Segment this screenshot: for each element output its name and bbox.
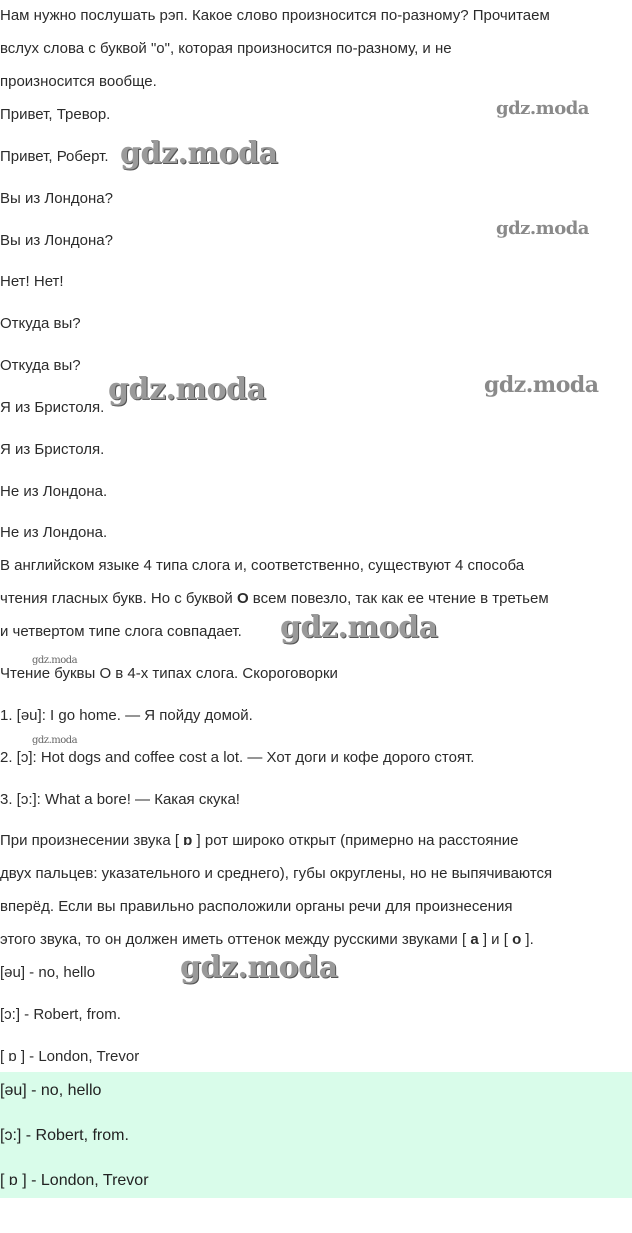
text-line: Нам нужно послушать рэп. Какое слово произносится по-разному? Прочитаем bbox=[0, 7, 550, 24]
sound-item: [ɔ:] - Robert, from. bbox=[0, 1006, 121, 1023]
watermark-logo: gdz.moda bbox=[32, 655, 78, 666]
watermark-logo: gdz.moda bbox=[280, 610, 438, 645]
text: ] и [ bbox=[478, 931, 513, 948]
watermark-logo: gdz.moda bbox=[32, 735, 78, 746]
dialogue-line: Вы из Лондона? bbox=[0, 190, 113, 207]
text-line: и четвертом типе слога совпадает. bbox=[0, 623, 242, 640]
sound-item: [əu] - no, hello bbox=[0, 964, 96, 981]
answer-item: [ ɒ ] - London, Trevor bbox=[0, 1172, 149, 1189]
text-line: произносится вообще. bbox=[0, 73, 157, 90]
dialogue-line: Привет, Роберт. bbox=[0, 148, 109, 165]
section-heading: Чтение буквы O в 4-х типах слога. Скороговорки bbox=[0, 665, 338, 682]
answer-box bbox=[0, 1072, 632, 1198]
text-line bbox=[0, 589, 549, 609]
dialogue-line: Не из Лондона. bbox=[0, 524, 108, 541]
dialogue-line: Я из Бристоля. bbox=[0, 399, 105, 416]
text-line: В английском языке 4 типа слога и, соответственно, существуют 4 способа bbox=[0, 557, 525, 574]
sound-item: [ ɒ ] - London, Trevor bbox=[0, 1048, 140, 1065]
watermark-logo: gdz.moda bbox=[120, 136, 278, 171]
dialogue-line: Откуда вы? bbox=[0, 357, 81, 374]
bold-symbol: ɒ bbox=[183, 832, 193, 849]
text-line: вперёд. Если вы правильно расположили органы речи для произнесения bbox=[0, 898, 513, 915]
watermark-logo: gdz.moda bbox=[496, 218, 589, 239]
watermark-logo: gdz.moda bbox=[108, 372, 266, 407]
text: При произнесении звука [ bbox=[0, 832, 184, 849]
watermark-logo: gdz.moda bbox=[496, 98, 589, 119]
dialogue-line: Привет, Тревор. bbox=[0, 106, 111, 123]
dialogue-line: Нет! Нет! bbox=[0, 273, 64, 290]
dialogue-line: Откуда вы? bbox=[0, 315, 81, 332]
list-item: 2. [ɔ]: Hot dogs and coffee cost a lot. — Хот доги и кофе дорого стоят. bbox=[0, 749, 475, 766]
dialogue-line: Вы из Лондона? bbox=[0, 232, 113, 249]
text: ]. bbox=[521, 931, 534, 948]
list-item: 1. [əu]: I go home. — Я пойду домой. bbox=[0, 707, 253, 724]
dialogue-line: Я из Бристоля. bbox=[0, 441, 105, 458]
watermark-logo: gdz.moda bbox=[484, 372, 599, 398]
bold-letter: O bbox=[236, 590, 249, 607]
text-line bbox=[0, 831, 518, 851]
text: ] рот широко открыт (примерно на расстояние bbox=[192, 832, 519, 849]
answer-item: [ɔ:] - Robert, from. bbox=[0, 1127, 129, 1144]
answer-item: [əu] - no, hello bbox=[0, 1082, 102, 1099]
bold-letter: а bbox=[470, 931, 479, 948]
bold-letter: о bbox=[512, 931, 522, 948]
text-line bbox=[0, 930, 534, 950]
text: чтения гласных букв. Но с буквой bbox=[0, 590, 237, 607]
text-line: вслух слова с буквой "о", которая произносится по-разному, и не bbox=[0, 40, 452, 57]
text: всем повезло, так как ее чтение в третьем bbox=[248, 590, 549, 607]
list-item: 3. [ɔ:]: What a bore! — Какая скука! bbox=[0, 791, 240, 808]
text: этого звука, то он должен иметь оттенок между русскими звуками [ bbox=[0, 931, 471, 948]
watermark-logo: gdz.moda bbox=[180, 950, 338, 985]
dialogue-line: Не из Лондона. bbox=[0, 483, 108, 500]
text-line: двух пальцев: указательного и среднего), губы округлены, но не выпячиваются bbox=[0, 865, 553, 882]
